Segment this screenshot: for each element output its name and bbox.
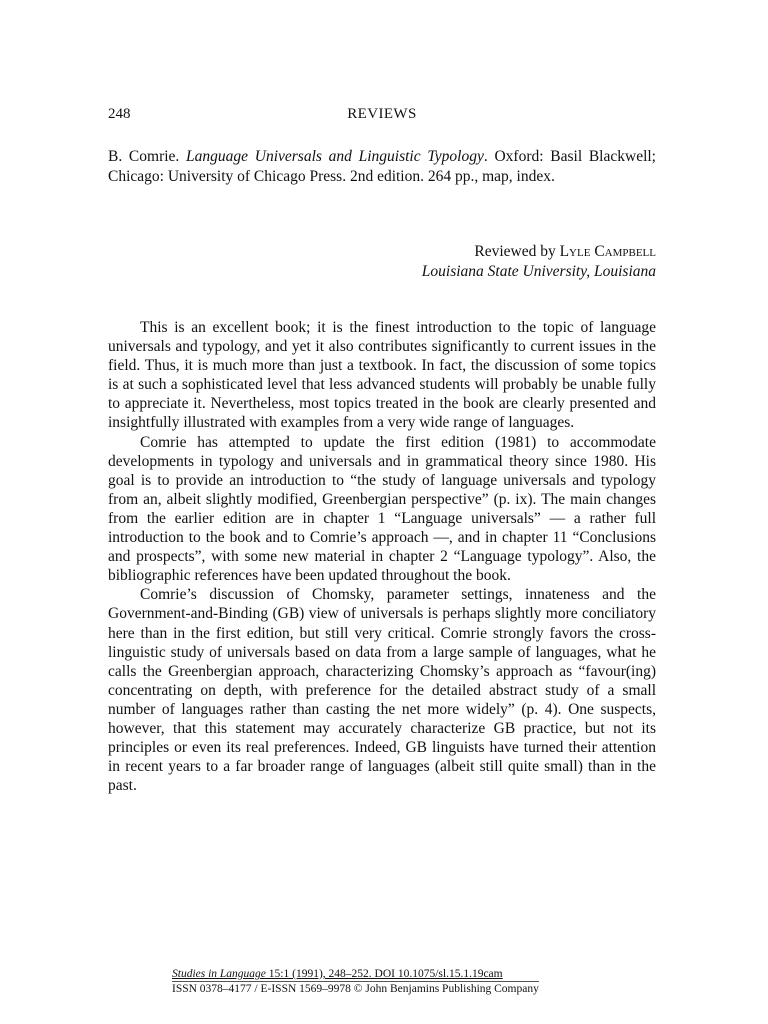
page-number: 248 [108,106,131,122]
footer-doi-link[interactable] [172,967,503,981]
paragraph: Comrie’s discussion of Chomsky, parameter settings, innateness and the Government-and-Binding (GB) view of universals is perhaps slightly more conciliatory here than in the first edition, but still very critical. Comrie strongly favors the cross-linguistic study of universals based on data from a large sample of languages, what he calls the Greenbergian approach, characterizing Chomsky’s approach as “favour(ing) concentrating on depth, with preference for the detailed abstract study of a small number of languages rather than casting the net more widely” (p. 4). One suspects, however, that this statement may accurately characterize GB practice, but not its principles or even its real preferences. Indeed, GB linguists have turned their attention in recent years to a far broader range of languages (albeit still quite small) than in the past. [108,586,656,795]
paragraph: This is an excellent book; it is the finest introduction to the topic of language universals and typology, and yet it also contributes significantly to current issues in the field. Thus, it is much more than just a textbook. In fact, the discussion of some topics is at such a sophisticated level that less advanced students will probably be unable fully to appreciate it. Nevertheless, most topics treated in the book are clearly presented and insightfully illustrated with examples from a very wide range of languages. [108,319,656,432]
citation-publication-details: . Oxford: Basil Blackwell; Chicago: University of Chicago Press. 2nd edition. 264 pp., map, index. [108,148,656,185]
reviewer-name: Lyle Campbell [559,243,656,260]
footer [172,967,539,996]
book-citation [108,147,656,186]
footer-issn: ISSN 0378–4177 / E-ISSN 1569–9978 © John Benjamins Publishing Company [172,983,539,995]
paragraph: Comrie has attempted to update the first edition (1981) to accommodate developments in typology and universals and in grammatical theory since 1980. His goal is to provide an introduction to “the study of language universals and typology from an, albeit slightly modified, Greenbergian perspective” (p. ix). The main changes from the earlier edition are in chapter 1 “Language universals” — a rather full introduction to the book and to Comrie’s approach —, and in chapter 11 “Conclusions and prospects”, with some new material in chapter 2 “Language typology”. Also, the bibliographic references have been updated throughout the book. [108,433,656,585]
citation-author: B. Comrie. [108,148,187,165]
reviewer-affiliation: Louisiana State University, Louisiana [421,263,656,280]
section-title: REVIEWS [347,106,417,122]
review-body [108,318,656,795]
reviewer-line [108,242,656,262]
reviewer-block [108,242,656,282]
citation-book-title: Language Universals and Linguistic Typology [186,148,484,165]
footer-journal: Studies in Language [172,968,266,980]
footer-citation: 15:1 (1991), 248–252. DOI 10.1075/sl.15.1.19cam [265,968,503,980]
reviewer-prefix: Reviewed by [474,243,560,260]
